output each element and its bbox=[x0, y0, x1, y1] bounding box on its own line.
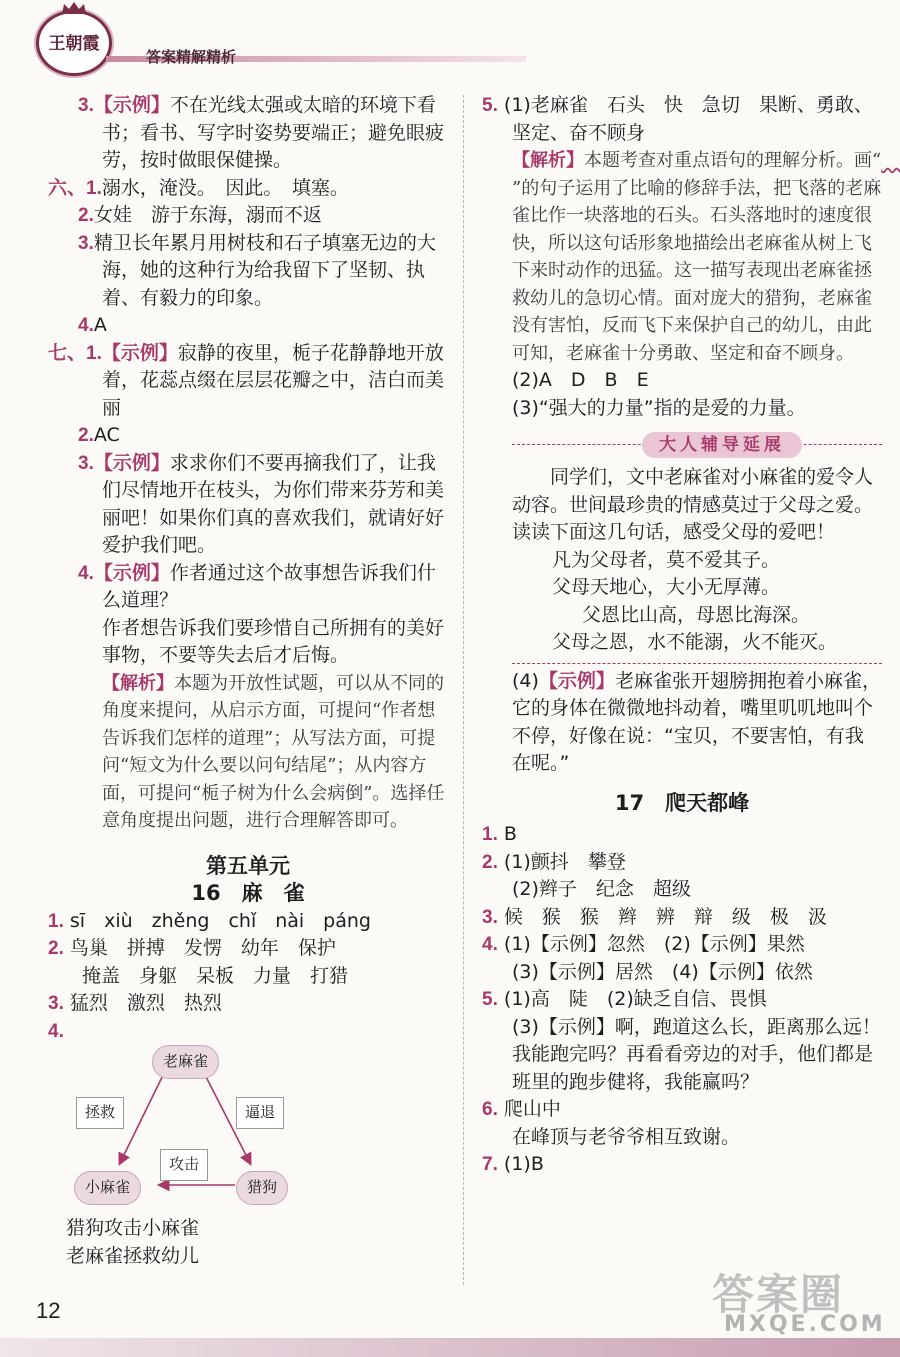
answer-item: (2)辫子 纪念 超级 bbox=[512, 878, 691, 900]
answer-item: 4.A bbox=[78, 314, 107, 336]
answer-text: (2)A D B E bbox=[512, 369, 649, 391]
answer-item: 3.【示例】不在光线太强或太暗的环境下看书；看书、写字时姿势要端正；避免眼疲劳，按时做眼保健操。 bbox=[78, 94, 445, 171]
analysis-block: 【解析】本题考查对重点语句的理解分析。画“ ”的句子运用了比喻的修辞手法，把飞落的老麻雀比作一块落地的石头。石头落地时的速度很快，所以这句话形象地描绘出老麻雀从树上飞下来时动作的迅猛。这一描写表现出老麻雀拯救幼儿的急切心情。面对庞大的猎狗，老麻雀没有害怕，反而飞下来保护自己的幼儿，由此可知，老麻雀十分勇敢、坚定和奋不顾身。 bbox=[482, 147, 882, 367]
answer-item: 2.AC bbox=[78, 424, 120, 446]
header-title: 答案精解精析 bbox=[146, 48, 237, 66]
extension-end-line bbox=[512, 663, 882, 664]
answer-item: 3. 候 猴 猴 辫 辨 辩 级 极 汲 bbox=[482, 905, 827, 928]
logo-text: 王朝霞 bbox=[48, 34, 100, 54]
answer-item: 在峰顶与老爷爷相互致谢。 bbox=[512, 1125, 741, 1148]
lesson-title: 16 麻 雀 bbox=[191, 881, 305, 905]
extension-intro: 同学们，文中老麻雀对小麻雀的爱令人动容。世间最珍贵的情感莫过于父母之爱。读读下面这几句话，感受父母的爱吧！ bbox=[512, 466, 874, 543]
extension-banner bbox=[512, 432, 882, 458]
page-header bbox=[0, 0, 900, 80]
answer-item: 6. 爬山中 bbox=[482, 1098, 561, 1120]
node-old-sparrow: 老麻雀 bbox=[152, 1045, 219, 1079]
answer-item: (3)【示例】啊，跑道这么长，距离那么远！我能跑完吗？再看看旁边的对手，他们都是班里的跑步健将，我能赢吗？ bbox=[512, 1015, 881, 1093]
answer-item: 2. (1)颤抖 攀登 bbox=[482, 850, 626, 873]
node-young-sparrow: 小麻雀 bbox=[74, 1171, 141, 1205]
answer-item: 4.【示例】作者通过这个故事想告诉我们什么道理？ bbox=[78, 561, 436, 611]
section-six: 六、1.溺水，淹没。 因此。 填塞。 bbox=[48, 176, 349, 199]
answer-item: 1. sī xiù zhěng chǐ nài páng bbox=[48, 909, 371, 932]
answer-item: 5. (1)高 陡 (2)缺乏自信、畏惧 bbox=[482, 988, 767, 1010]
answer-item: (4)【示例】老麻雀张开翅膀拥抱着小麻雀，它的身体在微微地抖动着，嘴里叽叽地叫个不停，好像在说：“宝贝，不要害怕，有我在呢。” bbox=[512, 669, 881, 774]
analysis-block: 【解析】本题为开放性试题，可以从不同的角度来提问，从启示方面，可提问“作者想告诉我们怎样的道理”；从写法方面，可提问“短文为什么要以问句结尾”；从内容方面，可提问“栀子树为什么会病倒”。选择任意角度提出问题，进行合理解答即可。 bbox=[102, 672, 445, 831]
diagram-answer: 老麻雀拯救幼儿 bbox=[66, 1244, 200, 1267]
poem-line: 父恩比山高，母恩比海深。 bbox=[582, 603, 811, 626]
answer-item: 3.【示例】求求你们不要再摘我们了，让我们尽情地开在枝头，为你们带来芬芳和美丽吧！如果你们真的喜欢我们，就请好好爱护我们吧。 bbox=[78, 451, 445, 556]
left-column bbox=[48, 92, 448, 1270]
answer-item: 1. B bbox=[482, 823, 517, 845]
answer-item: 2.女娃 游于东海，溺而不返 bbox=[78, 204, 322, 226]
brand-logo bbox=[36, 10, 112, 76]
relationship-diagram bbox=[60, 1045, 360, 1215]
answer-item: 7. (1)B bbox=[482, 1153, 544, 1175]
answer-item: 4. (1)【示例】忽然 (2)【示例】果然 bbox=[482, 933, 805, 955]
diagram-answer: 猎狗攻击小麻雀 bbox=[66, 1217, 200, 1239]
footer-band bbox=[0, 1338, 900, 1357]
banner-label: 大人辅导延展 bbox=[642, 432, 802, 458]
column-divider bbox=[463, 95, 464, 1285]
answer-item: 掩盖 身躯 呆板 力量 打猎 bbox=[82, 964, 349, 987]
answer-item: 5. (1)老麻雀 石头 快 急切 果断、勇敢、坚定、奋不顾身 bbox=[482, 94, 873, 144]
crown-icon bbox=[61, 1, 87, 15]
answer-text: (3)“强大的力量”指的是爱的力量。 bbox=[512, 396, 806, 419]
lesson-title: 17 爬天都峰 bbox=[614, 790, 750, 815]
label-repel: 逼退 bbox=[236, 1097, 284, 1129]
label-attack: 攻击 bbox=[160, 1149, 208, 1181]
poem-line: 父母天地心，大小无厚薄。 bbox=[552, 576, 781, 598]
answer-item: (3)【示例】居然 (4)【示例】依然 bbox=[512, 960, 813, 983]
poem-line: 父母之恩，水不能溺，火不能灭。 bbox=[552, 631, 838, 653]
page-number: 12 bbox=[36, 1298, 61, 1323]
node-hunting-dog: 猎狗 bbox=[236, 1171, 288, 1205]
answer-item: 3.精卫长年累月用树枝和石子填塞无边的大海，她的这种行为给我留下了坚韧、执着、有毅力的印象。 bbox=[78, 231, 436, 309]
watermark-url: MXQE.COM bbox=[724, 1312, 886, 1337]
section-seven: 七、1.【示例】寂静的夜里，栀子花静静地开放着，花蕊点缀在层层花瓣之中，洁白而美丽 bbox=[48, 341, 445, 419]
answer-item: 4. bbox=[48, 1020, 64, 1042]
wavy-underline-mark bbox=[881, 150, 900, 171]
answer-text: 作者想告诉我们要珍惜自己所拥有的美好事物，不要等失去后才后悔。 bbox=[102, 616, 445, 666]
answer-item: 3. 猛烈 激烈 热烈 bbox=[48, 992, 222, 1014]
right-column bbox=[482, 92, 882, 1179]
unit-title: 第五单元 bbox=[206, 853, 290, 878]
watermark-logo: 答案圈 bbox=[712, 1270, 845, 1319]
answer-item: 2. 鸟巢 拼搏 发愣 幼年 保护 bbox=[48, 937, 336, 959]
poem-line: 凡为父母者，莫不爱其子。 bbox=[552, 548, 781, 571]
label-rescue: 拯救 bbox=[76, 1097, 124, 1129]
